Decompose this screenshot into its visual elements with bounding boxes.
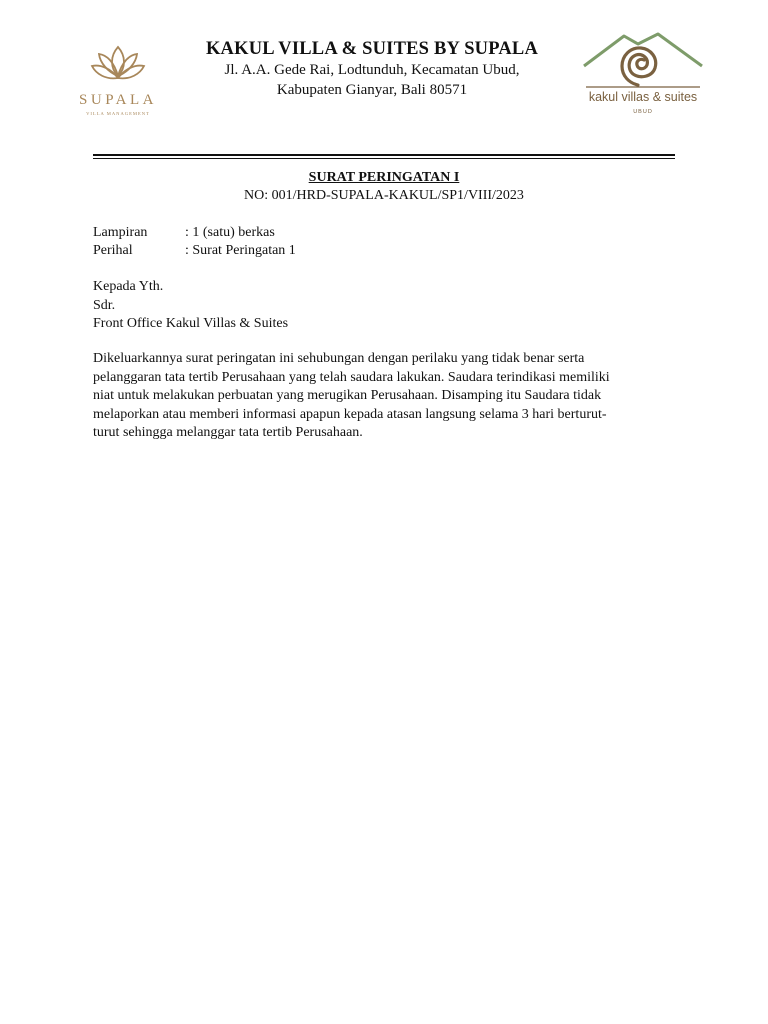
document-title: SURAT PERINGATAN I bbox=[308, 170, 460, 185]
meta-value: : 1 (satu) berkas bbox=[185, 225, 275, 240]
snail-spiral-icon bbox=[578, 30, 708, 116]
document-number: NO: 001/HRD-SUPALA-KAKUL/SP1/VIII/2023 bbox=[244, 188, 524, 203]
recipient-salutation: Kepada Yth. bbox=[93, 279, 164, 294]
meta-label: Perihal bbox=[93, 243, 133, 258]
recipient-title: Sdr. bbox=[93, 297, 116, 313]
letterhead-divider-thick bbox=[93, 154, 675, 156]
meta-label: Lampiran bbox=[93, 225, 148, 240]
letterhead-divider-thin bbox=[93, 158, 675, 159]
letter-body bbox=[93, 350, 673, 443]
address-line-2: Kabupaten Gianyar, Bali 80571 bbox=[276, 82, 468, 98]
address-line-1: Jl. A.A. Gede Rai, Lodtunduh, Kecamatan Ubud, bbox=[224, 62, 520, 78]
document-heading bbox=[93, 169, 675, 205]
kakul-logo-subtitle: UBUD bbox=[633, 109, 653, 115]
body-line: melaporkan atau memberi informasi apapun kepada atasan langsung selama 3 hari berturut- bbox=[93, 406, 607, 422]
kakul-logo bbox=[578, 30, 708, 116]
company-name: KAKUL VILLA & SUITES BY SUPALA bbox=[205, 39, 539, 59]
kakul-logo-wordmark: kakul villas & suites bbox=[588, 90, 698, 104]
letterhead bbox=[180, 38, 564, 100]
recipient-name: Front Office Kakul Villas & Suites bbox=[93, 316, 289, 331]
recipient-block bbox=[93, 278, 288, 334]
meta-row-lampiran bbox=[93, 224, 296, 242]
body-line: Dikeluarkannya surat peringatan ini sehubungan dengan perilaku yang tidak benar serta bbox=[93, 351, 585, 366]
body-line: turut sehingga melanggar tata tertib Perusahaan. bbox=[93, 425, 363, 440]
supala-logo-wordmark: SUPALA bbox=[79, 92, 157, 108]
body-line: niat untuk melakukan perbuatan yang merugikan Perusahaan. Disamping itu Saudara tidak bbox=[93, 388, 602, 403]
lotus-icon bbox=[66, 32, 170, 120]
document-meta bbox=[93, 224, 296, 260]
body-line: pelanggaran tata tertib Perusahaan yang telah saudara lakukan. Saudara terindikasi memiliki bbox=[93, 369, 610, 385]
supala-logo bbox=[66, 32, 170, 120]
supala-logo-subtitle: VILLA MANAGEMENT bbox=[86, 111, 150, 116]
meta-row-perihal bbox=[93, 242, 296, 260]
meta-value: : Surat Peringatan 1 bbox=[185, 243, 296, 258]
